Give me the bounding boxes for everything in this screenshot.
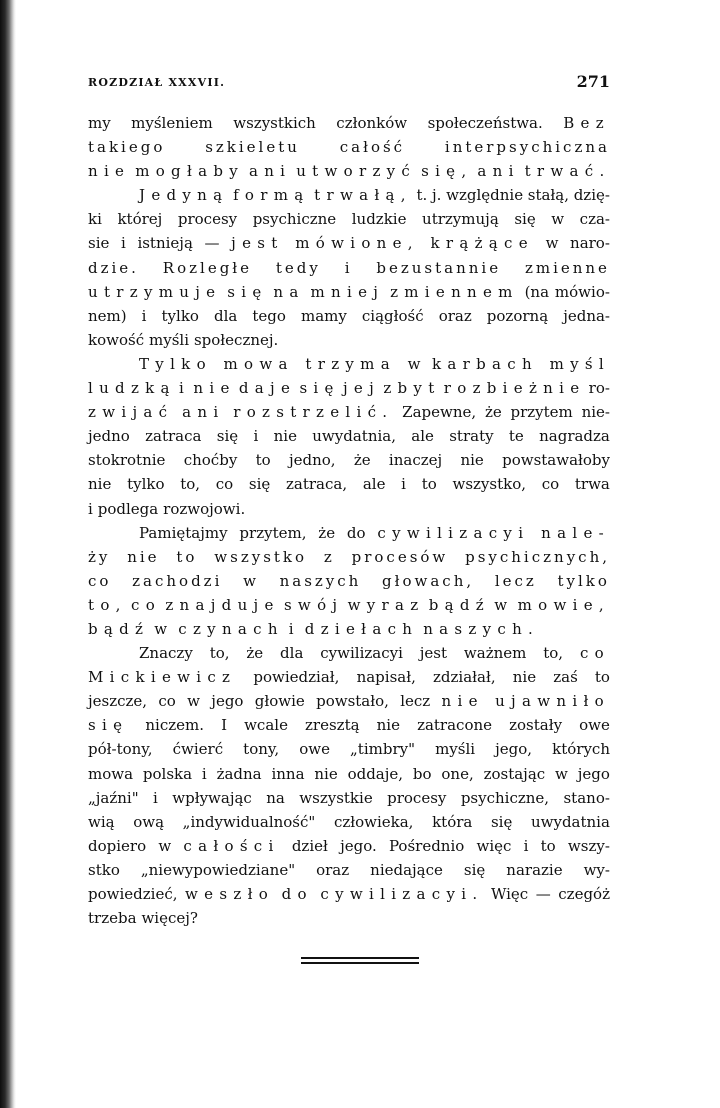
word: w (187, 692, 200, 711)
word: społeczeństwa. (427, 114, 543, 132)
word: nie (441, 692, 484, 711)
word: znajduje (165, 595, 280, 614)
word: się (463, 860, 486, 879)
word: Pamiętajmy (139, 523, 228, 542)
text-line (88, 183, 610, 207)
word: cywilizacyi (320, 644, 403, 663)
word: uwydatnia (530, 812, 610, 831)
word: i (179, 379, 191, 398)
word: ważnem (463, 644, 527, 663)
word: Zapewne, (402, 403, 477, 422)
word: i (141, 306, 147, 325)
word: „jaźni" (88, 788, 139, 807)
word: jej (342, 379, 381, 398)
word: interpsychiczna (444, 138, 610, 157)
word: zmienne (524, 258, 610, 277)
word: bo (412, 764, 432, 783)
word: względnie (446, 186, 524, 205)
text-line (88, 521, 610, 545)
word: jego, (495, 740, 533, 759)
word: ludzką (88, 379, 176, 398)
word: co (158, 692, 176, 711)
text-line (88, 280, 610, 304)
word: oddaje, (347, 764, 404, 783)
word: czegóż (558, 885, 610, 903)
text-line (88, 906, 610, 930)
word: że (318, 523, 336, 542)
word: „timbry" (350, 740, 415, 759)
word: to (540, 836, 556, 855)
word: co (579, 644, 610, 663)
word: zdziałał, (433, 668, 496, 687)
word: wszystkich (233, 114, 316, 132)
word: wcale (244, 716, 288, 735)
word: to (176, 547, 198, 566)
word: się (299, 379, 340, 398)
word: nie (193, 379, 236, 398)
word: oraz (316, 860, 350, 879)
word: nie (88, 475, 112, 494)
word: krążące (430, 234, 534, 253)
text-line (88, 376, 610, 400)
word: więcej? (141, 909, 198, 928)
text-line (88, 159, 610, 183)
word: bądź (88, 619, 150, 638)
word: i (88, 499, 93, 518)
word: całość (339, 138, 406, 157)
word: bądź (428, 595, 490, 614)
word: powstało, (316, 692, 389, 711)
text-line (88, 665, 610, 689)
word: rozstrzelić. (233, 403, 394, 422)
word: jedna‐ (563, 306, 610, 325)
word: nie (460, 451, 484, 470)
word: trwałą, (314, 186, 412, 205)
word: utrzymuje (88, 282, 222, 301)
text-line (88, 810, 610, 834)
text-line (88, 207, 610, 231)
word: wią (88, 812, 115, 831)
word: formą (233, 186, 310, 205)
word: tony, (243, 740, 280, 759)
word: owe (299, 740, 330, 759)
word: to (594, 668, 610, 687)
text-line (88, 256, 610, 280)
word: wszystkie (299, 788, 373, 807)
word: — (204, 234, 220, 253)
word: rozwojowi. (163, 499, 246, 518)
word: zmiennem (390, 282, 519, 301)
word: dziełach (304, 619, 419, 638)
word: nie (273, 427, 297, 446)
word: co (131, 595, 162, 614)
word: się (216, 427, 239, 446)
end-rule (301, 957, 419, 964)
word: naro‐ (570, 234, 610, 253)
word: ani (477, 162, 520, 181)
text-line (88, 400, 610, 424)
word: zbyt (383, 379, 441, 398)
word: niczem. (145, 716, 204, 735)
word: nie (88, 162, 131, 181)
word: swój (283, 595, 344, 614)
word: przytem (510, 403, 573, 422)
word: psychicznych, (465, 547, 610, 566)
book-spine-shadow (0, 0, 16, 1108)
word: myśli (435, 740, 476, 759)
word: wpływając (172, 788, 252, 807)
text-line (88, 834, 610, 858)
word: te (508, 427, 524, 446)
word: trzeba (88, 909, 137, 928)
word: w (158, 836, 172, 855)
word: niedające (370, 860, 443, 879)
word: istnieją (137, 234, 193, 253)
word: się (88, 716, 129, 735)
word: pozorną (486, 306, 549, 325)
word: to, (209, 644, 230, 663)
word: których (552, 740, 610, 759)
word: na (273, 282, 305, 301)
word: człowieka, (333, 812, 414, 831)
word: nagradza (539, 427, 610, 446)
text-line (88, 641, 610, 665)
word: cza‐ (579, 210, 610, 229)
word: Rozległe (162, 258, 253, 277)
word: wszystko (214, 547, 308, 566)
word: utworzyć (296, 162, 417, 181)
word: stokrotnie (88, 451, 166, 470)
word: dopiero (88, 836, 147, 855)
text-line (88, 858, 610, 882)
word: której (117, 210, 163, 229)
word: weszło (185, 885, 275, 903)
text-line (88, 737, 610, 761)
word: to, (180, 475, 201, 494)
word: „niewypowiedziane" (140, 860, 296, 879)
word: powiedzieć, (88, 885, 178, 903)
word: stałą, (527, 186, 570, 205)
word: ki (88, 210, 102, 229)
word: ową (133, 812, 165, 831)
word: mniej (310, 282, 385, 301)
word: inaczej (388, 451, 443, 470)
word: w (551, 210, 565, 229)
text-line (88, 472, 610, 496)
word: — (535, 885, 551, 903)
word: ciągłość (361, 306, 424, 325)
word: wszystko, (452, 475, 527, 494)
word: naszych. (423, 619, 540, 638)
word: zostały (509, 716, 563, 735)
word: procesy (387, 788, 447, 807)
word: tylko (161, 306, 199, 325)
word: z (323, 547, 335, 566)
word: mowa (223, 354, 294, 373)
word: jest (419, 644, 448, 663)
word: to (255, 451, 271, 470)
word: tylko (127, 475, 165, 494)
word: trwa (574, 475, 610, 494)
word: jego (577, 764, 610, 783)
word: bezustannie (376, 258, 502, 277)
word: dzie. (88, 258, 139, 277)
word: napisał, (356, 668, 416, 687)
text-line (88, 617, 610, 641)
word: karbach (432, 354, 538, 373)
word: naszych (279, 571, 362, 590)
word: w (545, 234, 559, 253)
word: i (201, 764, 207, 783)
word: one, (441, 764, 474, 783)
word: członków (336, 114, 408, 132)
word: choćby (183, 451, 238, 470)
word: stano‐ (563, 788, 610, 807)
word: co (541, 475, 560, 494)
word: mówio‐ (554, 282, 610, 301)
word: ani (182, 403, 225, 422)
text-line (88, 762, 610, 786)
word: Mickiewicz (88, 668, 237, 687)
word: i (523, 836, 529, 855)
word: w (243, 571, 259, 590)
word: takiego (88, 138, 166, 157)
word: całości (183, 836, 280, 855)
word: co (215, 475, 234, 494)
word: powiedział, (253, 668, 340, 687)
word: się (514, 210, 536, 229)
word: Więc (490, 885, 529, 903)
word: jedno (88, 427, 130, 446)
word: zresztą (305, 716, 360, 735)
word: i (344, 258, 353, 277)
page-number: 271 (576, 72, 610, 91)
text-line (88, 231, 610, 255)
word: do (281, 885, 313, 903)
word: zaś (553, 668, 578, 687)
word: j. (432, 186, 442, 205)
word: się, (421, 162, 473, 181)
text-line (88, 424, 610, 448)
word: wszy‐ (567, 836, 610, 855)
word: że (353, 451, 371, 470)
word: czynach (178, 619, 284, 638)
word: zwijać (88, 403, 174, 422)
word: co (88, 571, 112, 590)
word: się (248, 475, 271, 494)
word: cywilizacyi. (320, 885, 484, 903)
word: cywilizacyi (377, 523, 530, 542)
word: jedno, (288, 451, 336, 470)
word: owe (579, 716, 610, 735)
text-line (88, 135, 610, 159)
word: się (490, 812, 513, 831)
word: mowa (88, 764, 134, 783)
word: tego (252, 306, 286, 325)
word: sie (88, 234, 110, 253)
body-text (88, 111, 610, 930)
word: lecz (400, 692, 431, 711)
word: nem) (88, 306, 127, 325)
word: myśleniem (131, 114, 213, 132)
word: nie (376, 716, 400, 735)
word: głowach, (382, 571, 475, 590)
word: nie (512, 668, 537, 687)
word: procesów (351, 547, 449, 566)
word: dzię‐ (573, 186, 610, 205)
word: wy‐ (583, 860, 610, 879)
word: Tylko (139, 354, 212, 373)
word: Znaczy (139, 644, 193, 663)
text-line (88, 304, 610, 328)
text-line (88, 328, 610, 352)
word: zatraca, (286, 475, 348, 494)
word: w (555, 764, 568, 783)
word: procesy (177, 210, 238, 229)
word: my (88, 114, 111, 132)
word: w (494, 595, 514, 614)
text-line (88, 111, 610, 135)
word: tylko (557, 571, 610, 590)
page-header (88, 72, 610, 96)
word: mamy (300, 306, 347, 325)
word: że (484, 403, 502, 422)
word: I (221, 716, 228, 735)
word: to (421, 475, 437, 494)
text-line (88, 713, 610, 737)
word: ludzkie (351, 210, 407, 229)
word: to, (543, 644, 564, 663)
word: myśli (149, 330, 190, 349)
word: Jedyną (139, 186, 229, 205)
word: w (407, 354, 421, 373)
word: wyraz (347, 595, 425, 614)
word: ale (411, 427, 434, 446)
word: społecznej. (193, 330, 279, 349)
word: która (432, 812, 473, 831)
word: myśl (549, 354, 610, 373)
word: ani (248, 162, 292, 181)
word: narazie (506, 860, 563, 879)
word: i (121, 234, 126, 253)
word: się (227, 282, 268, 301)
word: jeszcze, (88, 692, 148, 711)
word: to, (88, 595, 127, 614)
word: oraz (438, 306, 472, 325)
word: dla (214, 306, 238, 325)
text-line (88, 352, 610, 376)
word: mówione, (295, 234, 419, 253)
word: i (153, 788, 158, 807)
word: utrzymują (422, 210, 499, 229)
word: daje (238, 379, 297, 398)
word: szkieletu (205, 138, 300, 157)
word: stko (88, 860, 120, 879)
word: (na (524, 282, 550, 301)
word: „indywidualność" (182, 812, 316, 831)
word: lecz (494, 571, 537, 590)
text-line (88, 882, 610, 906)
word: nale‐ (541, 523, 610, 542)
word: w (154, 619, 174, 638)
word: i (401, 475, 406, 494)
word: więc (476, 836, 512, 855)
word: głowie (254, 692, 305, 711)
running-head: ROZDZIAŁ XXXVII. (88, 76, 226, 89)
text-line (88, 569, 610, 593)
text-line (88, 497, 610, 521)
text-line (88, 593, 610, 617)
word: przytem, (239, 523, 307, 542)
word: kowość (88, 330, 145, 349)
word: tedy (275, 258, 321, 277)
word: psychiczne, (460, 788, 550, 807)
word: do (346, 523, 366, 542)
word: Pośrednio (388, 836, 465, 855)
word: nie (127, 547, 160, 566)
word: żadna (216, 764, 262, 783)
text-line (88, 689, 610, 713)
word: jego (211, 692, 244, 711)
word: zostając (483, 764, 546, 783)
word: trzyma (305, 354, 396, 373)
word: straty (449, 427, 494, 446)
word: że (246, 644, 264, 663)
word: polska (142, 764, 193, 783)
word: Bez (563, 114, 610, 132)
word: zatracone (417, 716, 493, 735)
word: ujawniło (495, 692, 610, 711)
text-line (88, 448, 610, 472)
word: uwydatnia, (312, 427, 396, 446)
word: jego. (340, 836, 377, 855)
text-line (88, 786, 610, 810)
word: mowie, (517, 595, 610, 614)
word: pół‐tony, (88, 740, 153, 759)
word: zatraca (145, 427, 202, 446)
word: rozbieżnie (443, 379, 586, 398)
word: psychiczne (252, 210, 337, 229)
word: i (253, 427, 259, 446)
word: ży (88, 547, 111, 566)
text-line (88, 545, 610, 569)
word: powstawałoby (502, 451, 610, 470)
word: dzieł (291, 836, 328, 855)
word: t. (416, 186, 428, 205)
word: nie‐ (581, 403, 610, 422)
word: ale (362, 475, 386, 494)
word: trwać. (524, 162, 611, 181)
word: ćwierć (172, 740, 224, 759)
word: jest (231, 234, 284, 253)
word: zachodzi (132, 571, 223, 590)
word: ro‐ (588, 379, 610, 398)
word: nie (314, 764, 338, 783)
word: i (288, 619, 300, 638)
word: podlega (97, 499, 159, 518)
word: dla (280, 644, 304, 663)
word: mogłaby (135, 162, 245, 181)
word: inna (271, 764, 305, 783)
word: na (266, 788, 285, 807)
